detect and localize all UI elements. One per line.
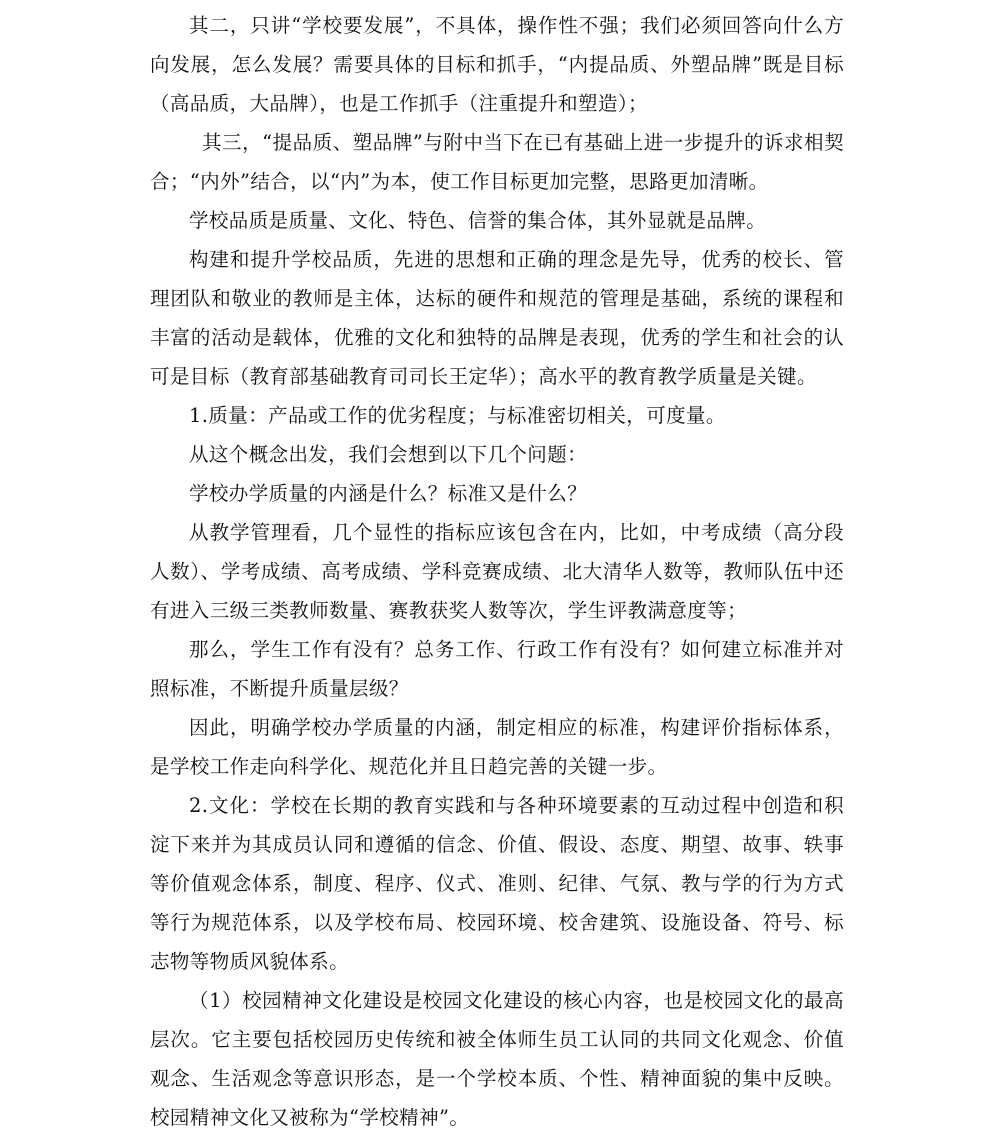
paragraph-section-culture: 2.文化：学校在长期的教育实践和与各种环境要素的互动过程中创造和积淀下来并为其成员认同和遵循的信念、价值、假设、态度、期望、故事、轶事等价值观念体系，制度、程序、仪式、准则、纪律、气氛、教与学的行为方式等行为规范体系，以及学校布局、校园环境、校舍建筑、设施设备、符号、标志物等物质风貌体系。: [150, 794, 844, 973]
paragraph-questions-intro: 从这个概念出发，我们会想到以下几个问题：: [189, 443, 588, 466]
paragraph-teaching-indicators: 从教学管理看，几个显性的指标应该包含在内，比如，中考成绩（高分段人数）、学考成绩、高考成绩、学科竞赛成绩、北大清华人数等，教师队伍中还有进入三级三类教师数量、赛教获奖人数等次，学生评教满意度等；: [150, 521, 844, 622]
document-page: [150, 6, 844, 1137]
paragraph-spiritual-culture: （1）校园精神文化建设是校园文化建设的核心内容，也是校园文化的最高层次。它主要包括校园历史传统和被全体师生员工认同的共同文化观念、价值观念、生活观念等意识形态，是一个学校本质、个性、精神面貌的集中反映。校园精神文化又被称为“学校精神”。: [150, 989, 844, 1129]
paragraph-question: 学校办学质量的内涵是什么？标准又是什么？: [189, 482, 588, 505]
paragraph-other-work: 那么，学生工作有没有？总务工作、行政工作有没有？如何建立标准并对照标准，不断提升质量层级？: [150, 638, 844, 700]
paragraph-quality-definition: 学校品质是质量、文化、特色、信誉的集合体，其外显就是品牌。: [189, 209, 767, 232]
paragraph-second-point: 其二，只讲“学校要发展”，不具体，操作性不强；我们必须回答向什么方向发展，怎么发展？需要具体的目标和抓手，“内提品质、外塑品牌”既是目标（高品质，大品牌），也是工作抓手（注重提升和塑造）；: [150, 14, 844, 115]
paragraph-build-quality: 构建和提升学校品质，先进的思想和正确的理念是先导，优秀的校长、管理团队和敬业的教师是主体，达标的硬件和规范的管理是基础，系统的课程和丰富的活动是载体，优雅的文化和独特的品牌是表现，优秀的学生和社会的认可是目标（教育部基础教育司司长王定华）；高水平的教育教学质量是关键。: [150, 248, 844, 388]
paragraph-third-point: 其三，“提品质、塑品牌”与附中当下在已有基础上进一步提升的诉求相契合；“内外”结合，以“内”为本，使工作目标更加完整，思路更加清晰。: [150, 131, 844, 193]
paragraph-section-quality: 1.质量：产品或工作的优劣程度；与标准密切相关，可度量。: [189, 404, 726, 427]
paragraph-conclusion: 因此，明确学校办学质量的内涵，制定相应的标准，构建评价指标体系，是学校工作走向科学化、规范化并且日趋完善的关键一步。: [150, 716, 844, 778]
